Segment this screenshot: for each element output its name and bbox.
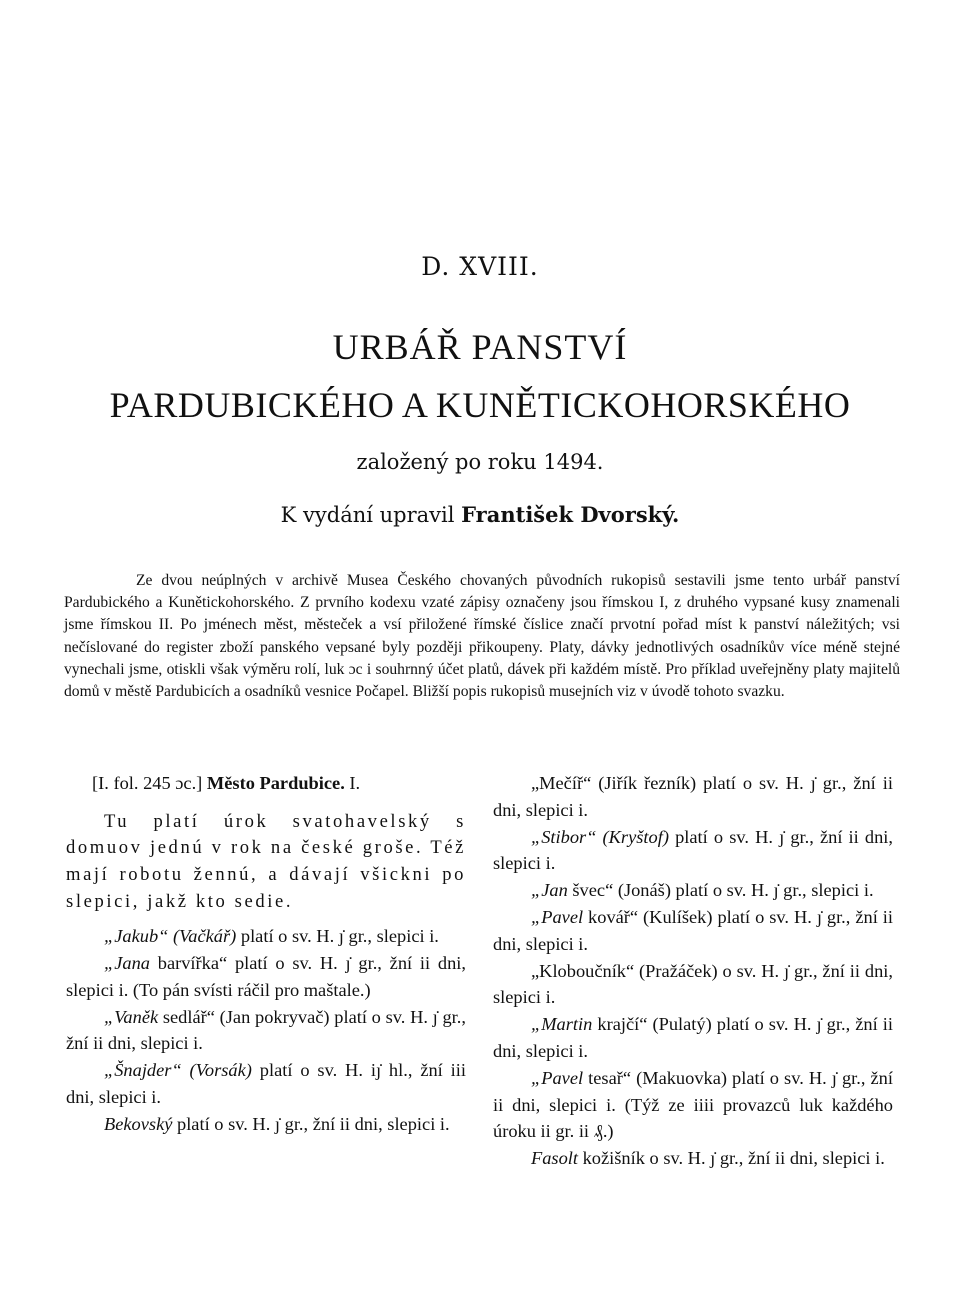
entry-name: „Pavel	[531, 906, 584, 927]
entry-text: švec“ (Jonáš) platí o sv. H. ȷ̇ gr., slepici i.	[567, 880, 874, 901]
entry-text: kovář“ (Kulíšek) platí o sv. H. ȷ̇ gr., žní ii dni, slepici i.	[493, 906, 893, 954]
entry-name: „Martin	[531, 1014, 593, 1035]
list-item	[493, 904, 893, 958]
entry-name: „Stibor“ (Kryštof)	[531, 826, 669, 847]
folio-reference: [I. fol. 245 ɔc.]	[92, 773, 207, 793]
editor-prefix: K vydání upravil	[280, 503, 462, 527]
list-item	[66, 923, 466, 950]
title-line-1: URBÁŘ PANSTVÍ	[332, 327, 628, 367]
list-item	[493, 824, 893, 878]
editor-name: František Dvorský.	[461, 502, 680, 527]
entry-text: barvířka“ platí o sv. H. ȷ̇ gr., žní ii dni, slepici i. (To pán svísti ráčil pro maštale.)	[66, 952, 466, 1000]
intro-paragraph	[64, 570, 900, 703]
section-heading	[66, 770, 466, 797]
list-item	[66, 1004, 466, 1058]
entry-text: platí o sv. H. ȷ̇ gr., žní ii dni, slepici i.	[172, 1113, 450, 1134]
entry-name: „Jan	[531, 880, 568, 901]
list-item	[493, 1011, 893, 1065]
entry-name: Bekovský	[104, 1113, 173, 1134]
intro-text: Ze dvou neúplných v archivě Musea Českého chovaných původních rukopisů sestavili jsme tento urbář panství Pardubického a Kunětickohorského. Z prvního kodexu vzaté zápisy označeny jsou římskou I, z druhého vypsané kusy znamenali jsme římskou II. Po jménech měst, městeček a vsí přiložené římské číslice značí prvotní pořad míst k panství náležitých; vsi nečíslované do register zboží panského vepsané byly později přikoupeny. Platy, dávky jednotlivých osadníkův více méně stejné vynechali jsme, otiskli však výměru rolí, luk ɔc i souhrnný účet platů, dávek při každém místě. Pro příklad uveřejněny platy majitelů domů v městě Pardubicích a osadníků vesnice Počapel. Bližší popis rukopisů musejních viz v úvodě tohoto svazku.	[64, 572, 900, 701]
entry-text: „Mečíř“ (Jiřík řezník) platí o sv. H. ȷ̇ gr., žní ii dni, slepici i.	[493, 773, 893, 820]
entry-text: kožišník o sv. H. ȷ̇ gr., žní ii dni, slepici i.	[578, 1148, 885, 1169]
list-item	[66, 1111, 466, 1138]
spaced-intro-text: Tu platí úrok svatohavelský s domuov jednú v rok na české groše. Též mají robotu žennú, a dávají všickni po slepici, jakž kto sedie.	[66, 810, 466, 912]
entry-name: „Vaněk	[104, 1006, 159, 1027]
document-number: D. XVIII.	[421, 252, 539, 281]
entry-text: krajčí“ (Pulatý) platí o sv. H. ȷ̇ gr., žní ii dni, slepici i.	[493, 1014, 893, 1061]
editor-line	[0, 502, 960, 527]
entry-text: platí o sv. H. ȷ̇ gr., slepici i.	[236, 926, 439, 947]
entry-text: sedlář“ (Jan pokryvač) platí o sv. H. ȷ̇ gr., žní ii dni, slepici i.	[66, 1006, 466, 1054]
entry-name: „Šnajder“ (Vorsák)	[104, 1060, 252, 1081]
title-line-2: PARDUBICKÉHO A KUNĚTICKOHORSKÉHO	[109, 385, 851, 425]
list-item	[66, 1057, 466, 1111]
entry-name: „Pavel	[531, 1067, 584, 1088]
entry-text: platí o sv. H. ȷ̇ gr., žní ii dni, slepici i.	[493, 826, 893, 874]
list-item	[493, 1145, 893, 1172]
entry-name: „Jakub“ (Vačkář)	[104, 926, 237, 947]
entry-text: tesař“ (Makuovka) platí o sv. H. ȷ̇ gr., žní ii dni, slepici i. (Týž ze iiii provazců luk každého úroku ii gr. ii ₰.)	[493, 1067, 893, 1142]
place-name: Město Pardubice.	[206, 773, 345, 793]
place-number: I.	[344, 773, 361, 793]
entry-text: platí o sv. H. iȷ̇ hl., žní iii dni, slepici i.	[66, 1060, 467, 1107]
list-item	[493, 958, 893, 1012]
entry-name: Fasolt	[531, 1148, 579, 1169]
list-item	[493, 770, 893, 824]
right-column	[493, 770, 893, 1172]
subtitle: založený po roku 1494.	[356, 450, 604, 474]
list-item	[66, 950, 466, 1004]
list-item	[493, 1065, 893, 1145]
list-item	[493, 877, 893, 904]
left-column	[66, 770, 466, 1138]
entry-text: „Kloboučník“ (Pražáček) o sv. H. ȷ̇ gr., žní ii dni, slepici i.	[493, 960, 893, 1008]
entry-name: „Jana	[104, 952, 150, 973]
